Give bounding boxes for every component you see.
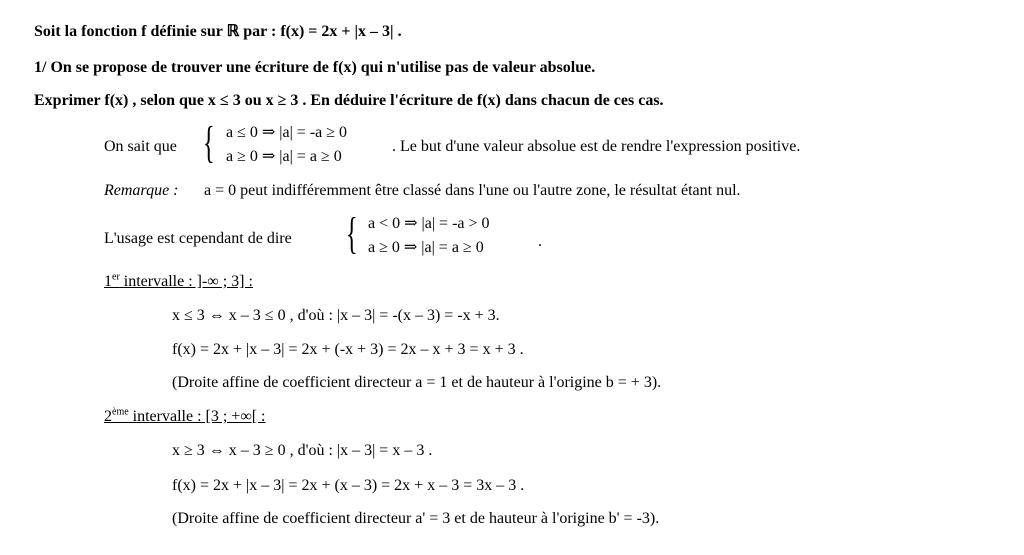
interval-1-step-1: x ≤ 3 ⇔ x – 3 ≤ 0 , d'où : |x – 3| = -(x – 3) = -x + 3. xyxy=(172,307,500,324)
interval-2-number: 2 xyxy=(104,408,112,425)
statement-line: Soit la fonction f définie sur ℝ par : f(x) = 2x + |x – 3| . xyxy=(34,23,402,40)
remarque-text: a = 0 peut indifféremment être classé dans l'une ou l'autre zone, le résultat étant nul. xyxy=(204,182,741,199)
left-brace-icon: { xyxy=(346,209,358,258)
usage-lead: L'usage est cependant de dire xyxy=(104,230,292,247)
interval-2-step-1: x ≥ 3 ⇔ x – 3 ≥ 0 , d'où : |x – 3| = x – 3 . xyxy=(172,442,433,459)
rappel-lead: On sait que xyxy=(104,138,177,155)
usage-row-2: a ≥ 0 ⇒ |a| = a ≥ 0 xyxy=(368,239,484,256)
interval-2-title: intervalle : [3 ; +∞[ : xyxy=(132,408,266,425)
interval-1-note: (Droite affine de coefficient directeur a = 1 et de hauteur à l'origine b = + 3). xyxy=(172,374,662,391)
interval-1-title: intervalle : ]-∞ ; 3] : xyxy=(123,273,253,290)
instruction-line: Exprimer f(x) , selon que x ≤ 3 ou x ≥ 3 . En déduire l'écriture de f(x) dans chacun de ces cas. xyxy=(34,92,664,109)
left-brace-icon: { xyxy=(203,118,215,167)
interval-2-ordinal: ème xyxy=(112,406,129,418)
interval-2-step-2: f(x) = 2x + |x – 3| = 2x + (x – 3) = 2x + x – 3 = 3x – 3 . xyxy=(172,477,525,494)
interval-2-note: (Droite affine de coefficient directeur a' = 3 et de hauteur à l'origine b' = -3). xyxy=(172,510,660,527)
rappel-row-1: a ≤ 0 ⇒ |a| = -a ≥ 0 xyxy=(226,124,348,141)
usage-row-1: a < 0 ⇒ |a| = -a > 0 xyxy=(368,215,490,232)
interval-1-ordinal: er xyxy=(112,271,120,283)
rappel-row-2: a ≥ 0 ⇒ |a| = a ≥ 0 xyxy=(226,148,342,165)
interval-1-number: 1 xyxy=(104,273,112,290)
rappel-tail: . Le but d'une valeur absolue est de rendre l'expression positive. xyxy=(392,138,801,155)
interval-1-heading xyxy=(104,272,253,292)
interval-2-heading xyxy=(104,407,266,427)
usage-tail: . xyxy=(538,233,542,250)
remarque-label: Remarque : xyxy=(104,182,179,199)
question-1: 1/ On se propose de trouver une écriture de f(x) qui n'utilise pas de valeur absolue. xyxy=(34,59,596,76)
interval-1-step-2: f(x) = 2x + |x – 3| = 2x + (-x + 3) = 2x – x + 3 = x + 3 . xyxy=(172,341,524,358)
